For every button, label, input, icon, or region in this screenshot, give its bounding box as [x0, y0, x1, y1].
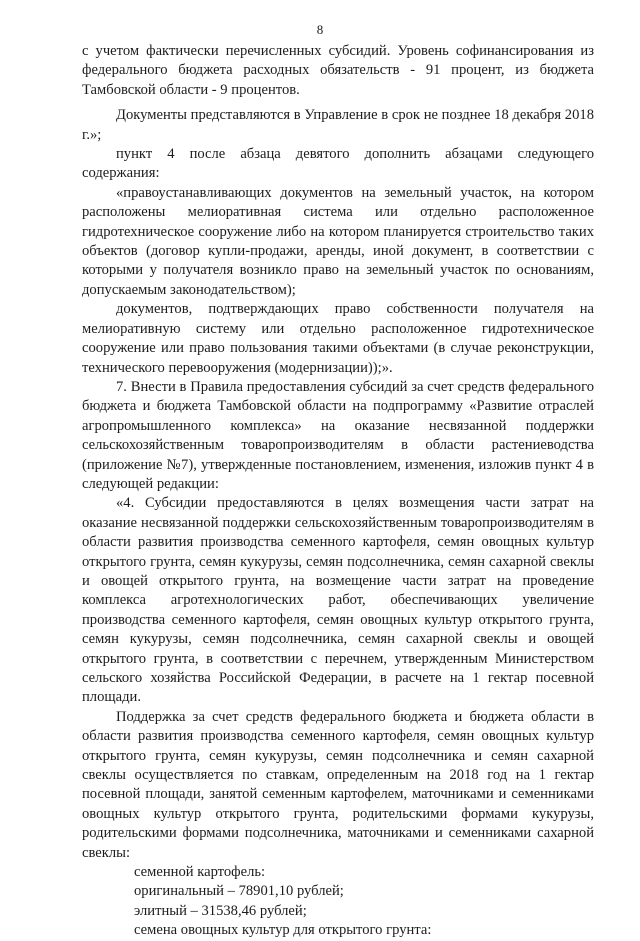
- rate-line: элитный – 31538,46 рублей;: [134, 902, 307, 919]
- paragraph: Поддержка за счет средств федерального бюджета и бюджета области в области развития производства семенного картофеля, семян овощных культур открытого грунта, семян кукурузы, семян подсолнечника и семян сахарной свеклы осуществляется по ставкам, определенным на 2018 год на 1 гектар посевной площади, занятой семенным картофелем, маточниками и семенниками овощных культур открытого грунта, родительскими формами кукурузы, родительскими формами подсолнечника, маточниками и семенниками сахарной свеклы:: [82, 708, 594, 861]
- paragraph: 7. Внести в Правила предоставления субсидий за счет средств федерального бюджета и бюджета Тамбовской области на подпрограмму «Развитие отраслей агропромышленного комплекса» на оказание несвязанной поддержки сельскохозяйственным товаропроизводителям в области растениеводства (приложение №7), утвержденные постановлением, изменения, изложив пункт 4 в следующей редакции:: [82, 378, 594, 492]
- body-text: [82, 42, 594, 941]
- paragraph: документов, подтверждающих право собственности получателя на мелиоративную систему или отдельно расположенное гидротехническое сооружение или право пользования такими объектами (в случае реконструкции, технического перевооружения (модернизации));».: [82, 301, 594, 376]
- paragraph: пункт 4 после абзаца девятого дополнить абзацами следующего содержания:: [82, 146, 594, 182]
- paragraph: «4. Субсидии предоставляются в целях возмещения части затрат на оказание несвязанной поддержки сельскохозяйственным товаропроизводителям в области развития производства семенного картофеля, семян овощных культур открытого грунта, семян кукурузы, семян подсолнечника, семян сахарной свеклы и овощей открытого грунта, на возмещение части затрат на проведение комплекса агротехнологических работ, обеспечивающих увеличение производства семенного картофеля, семян овощных культур открытого грунта, семян кукурузы, семян подсолнечника, семян сахарной свеклы и овощей открытого грунта, в соответствии с перечнем, утвержденным Министерством сельского хозяйства Российской Федерации, в расчете на 1 гектар посевной площади.: [82, 495, 594, 706]
- rate-line: семенной картофель:: [134, 864, 266, 881]
- paragraph: Документы представляются в Управление в срок не позднее 18 декабря 2018 г.»;: [82, 107, 594, 143]
- rate-line: семена овощных культур для открытого грунта:: [134, 922, 432, 939]
- paragraph: с учетом фактически перечисленных субсидий. Уровень софинансирования из федерального бюджета расходных обязательств - 91 процент, из бюджета Тамбовской области - 9 процентов.: [82, 43, 594, 98]
- page-number: 8: [316, 22, 324, 37]
- paragraph: «правоустанавливающих документов на земельный участок, на котором расположены мелиоративная система или отдельно расположенное гидротехническое сооружение либо на котором планируется строительство таких объектов (договор купли-продажи, аренды, иной документ, в соответствии с которыми у получателя возникло право на земельный участок по основаниям, допускаемым законодательством);: [82, 184, 594, 298]
- rate-line: оригинальный – 78901,10 рублей;: [134, 883, 344, 900]
